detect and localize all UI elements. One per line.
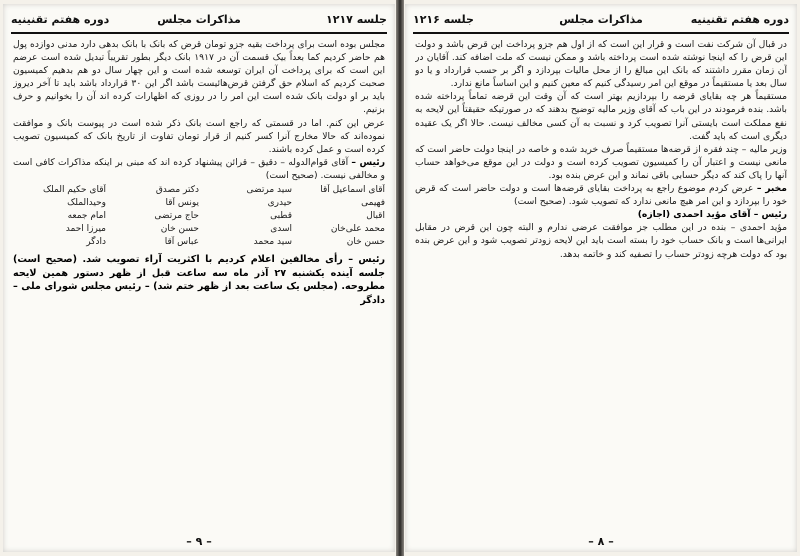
voter-name: فهیمی: [361, 198, 385, 209]
voter-name: دادگر: [86, 237, 106, 248]
left-paragraph: عرض این کنم. اما در قسمتی که راجع است بانک ذکر شده است در پیوست بانک و موافقت نموده‌اند که حالا مخارج آنرا کسر کنیم از قرار تومان تفاوت از تاریخ بانک که کمیسیون تصویب کرده است و عمل کرده باشند.: [13, 117, 385, 155]
right-paragraph: مستقیماً هر چه بقایای قرضه را بپردازیم بهتر است که آن وقت این قرضه تماماً پرداخته شده باشد. بنده فرمودند در این باب که آقای وزیر مالیه توضیح بدهند که در صورتیکه حقیقتاً این لایحه به نفع مملکت است بایستی آنرا تصویب کرد و نسبت به آن کسی مخالف نیست. حالا اگر یک عقیده دیگری است که باید گفت.: [415, 91, 787, 142]
speaker-text: عرض کردم موضوع راجع به پرداخت بقایای قرضه‌ها است و دولت حاضر است که قرض خود را بپردازد و این امر هیچ مانعی ندارد که تصویب شود. (صحیح است): [415, 183, 787, 208]
right-paragraph: در قبال آن شرکت نفت است و قرار این است که از اول هم جزو پرداخت این قرض باشد و دولت این قرض را که اینجا نوشته شده است پرداخته باشد و ممکن نیست که ملت اضافه کند. آقایان در آن زمان مقرر داشتند که بانک این مبالغ را از محل مالیات بپردازد و اگر بر حسب قرارداد و یا دو سال بعد یا مستقیماً در موقع این امر رسیدگی کنیم که معین کنیم و این اساساً مانع ندارد.: [415, 39, 787, 90]
right-page-number: – ۸ –: [588, 535, 614, 548]
right-chair-line: رئیس – آقای مؤید احمدی (اجازه): [637, 209, 787, 221]
voter-name: وحیدالملک: [67, 198, 106, 209]
voter-name: یونس آقا: [165, 198, 199, 209]
speaker-text: آقای قوام‌الدوله – دقیق – قرائن پیشنهاد کرده اند که مبنی بر اینکه مذاکرات کافی است و مخالفی نیست. (صحیح است): [13, 156, 385, 181]
voter-name: حسن خان: [160, 224, 199, 235]
voter-name: سید مرتضی: [246, 185, 292, 196]
voter-name: اسدی: [270, 224, 292, 235]
book-gutter: [396, 0, 404, 556]
voter-name: آقای اسماعیل آقا: [320, 185, 385, 196]
left-header-title: مذاکرات مجلس: [157, 13, 241, 26]
right-page-body: [415, 38, 787, 532]
right-page: [405, 4, 797, 552]
voter-name: میرزا احمد: [65, 224, 106, 235]
right-paragraph: مؤید احمدی – بنده در این مطلب جز موافقت عرضی ندارم و البته چون این قرض در مقابل ایرانی‌ها است و بانک حساب خود را بسته است باید این لایحه زودتر تصویب شود و این عرض بنده بود که دولت هرچه زودتر حساب را تصفیه کند و خاتمه بدهد.: [415, 222, 787, 260]
voter-name: آقای حکیم الملک: [42, 185, 106, 196]
session-closing-note: رئیس – رأی مخالفین اعلام کردیم با اکثریت آراء تصویب شد. (صحیح است) جلسه آینده یکشنبه ۲۷ آذر ماه سه ساعت قبل از ظهر دستور همین لایحه مطروحه. (مجلس یک ساعت بعد از ظهر ختم شد) – رئیس مجلس شورای ملی – دادگر: [13, 254, 385, 306]
voter-name: حاج مرتضی: [154, 211, 199, 222]
voters-names-list: [13, 184, 385, 249]
voter-name: امام جمعه: [67, 211, 106, 222]
left-header-term: دوره هفتم تقنینیه: [11, 13, 110, 26]
voter-name: حسن خان: [346, 237, 385, 248]
left-speaker-line: [13, 156, 385, 182]
left-page-number: – ۹ –: [186, 535, 212, 548]
voter-name: عباس آقا: [164, 237, 199, 248]
right-header-session: جلسه ۱۲۱۶: [413, 13, 474, 26]
right-header-term: دوره هفتم تقنینیه: [690, 13, 789, 26]
right-speaker-line: [415, 182, 787, 208]
voter-name: حیدری: [267, 198, 292, 209]
right-header-title: مذاکرات مجلس: [559, 13, 643, 26]
voter-name: اقبال: [366, 211, 385, 222]
voter-name: سید محمد: [253, 237, 292, 248]
left-page-header: [11, 10, 387, 34]
voter-name: محمد علی‌خان: [330, 224, 385, 235]
right-page-header: [413, 10, 789, 34]
speaker-name: رئیس –: [351, 156, 385, 168]
right-paragraph: وزیر مالیه – چند فقره از قرضه‌ها مستقیماً صرف خرید شده و خاصه در اینجا دولت حاضر است که مانعی نیست و اعتبار آن را کمیسیون تصویب کرده است و دولت در این موقع می‌خواهد حساب آنها را پاک کند که دیگر حسابی باقی نماند و این عرض بنده بود.: [415, 143, 787, 181]
voter-name: قطبی: [270, 211, 292, 222]
left-page-body: [13, 38, 385, 532]
left-header-session: جلسه ۱۲۱۷: [326, 13, 387, 26]
voter-name: دکتر مصدق: [155, 185, 199, 196]
speaker-name: مخبر –: [756, 183, 787, 195]
left-paragraph: مجلس بوده است برای پرداخت بقیه جزو تومان قرض که بانک با بانک بدهی دارد مدنی دوازده پول هم حاضر کردیم کما بعداً بیک قسمت آن در ۱۹۱۷ بانک دیگر بطور تقریباً تبدیل شده است عرضم این است که برای پرداخت آن ایران توسعه شده است و این چهار سال دو هم بدهیم کمیسیون صحبت کردیم که اسلام حق گرفتن قرض‌هائیست باشد اگر این ۳۰ قرارداد باشد باید تا آخر دیروز باید بر او دولت بانک شده است این امر را در روزی که اظهارات کرده اند آن را بخوانیم و حرف بزنیم.: [13, 39, 385, 116]
left-page: [3, 4, 395, 552]
